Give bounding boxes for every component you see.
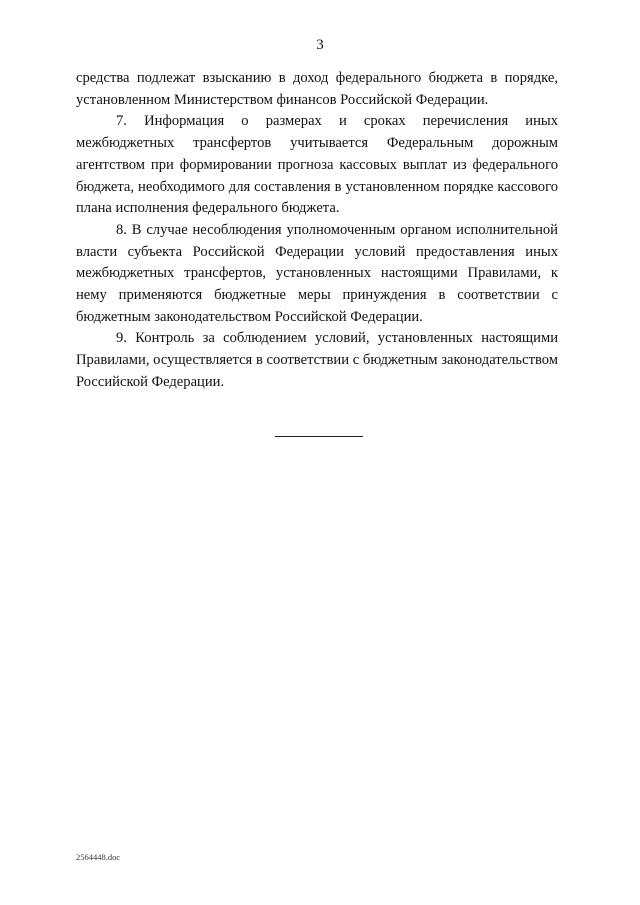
paragraph-item-9: 9. Контроль за соблюдением условий, установленных настоящими Правилами, осуществляется в соответствии с бюджетным законодательством Российской Федерации. xyxy=(76,330,558,390)
end-separator-line xyxy=(275,436,363,437)
footer-file-name: 2564448.doc xyxy=(76,852,121,862)
paragraph-item-7: 7. Информация о размерах и сроках перечисления иных межбюджетных трансфертов учитывается Федеральным дорожным агентством при формировании прогноза кассовых выплат из федерального бюджета, необходимого для составления в установленном порядке кассового плана исполнения федерального бюджета. xyxy=(76,113,558,217)
document-body xyxy=(76,68,558,394)
paragraph-item-8: 8. В случае несоблюдения уполномоченным органом исполнительной власти субъекта Российской Федерации условий предоставления иных межбюджетных трансфертов, установленных настоящими Правилами, к нему применяются бюджетные меры принуждения в соответствии с бюджетным законодательством Российской Федерации. xyxy=(76,221,558,325)
paragraph-continuation: средства подлежат взысканию в доход федерального бюджета в порядке, установленном Министерством финансов Российской Федерации. xyxy=(76,70,558,108)
page-number: 3 xyxy=(316,37,324,53)
